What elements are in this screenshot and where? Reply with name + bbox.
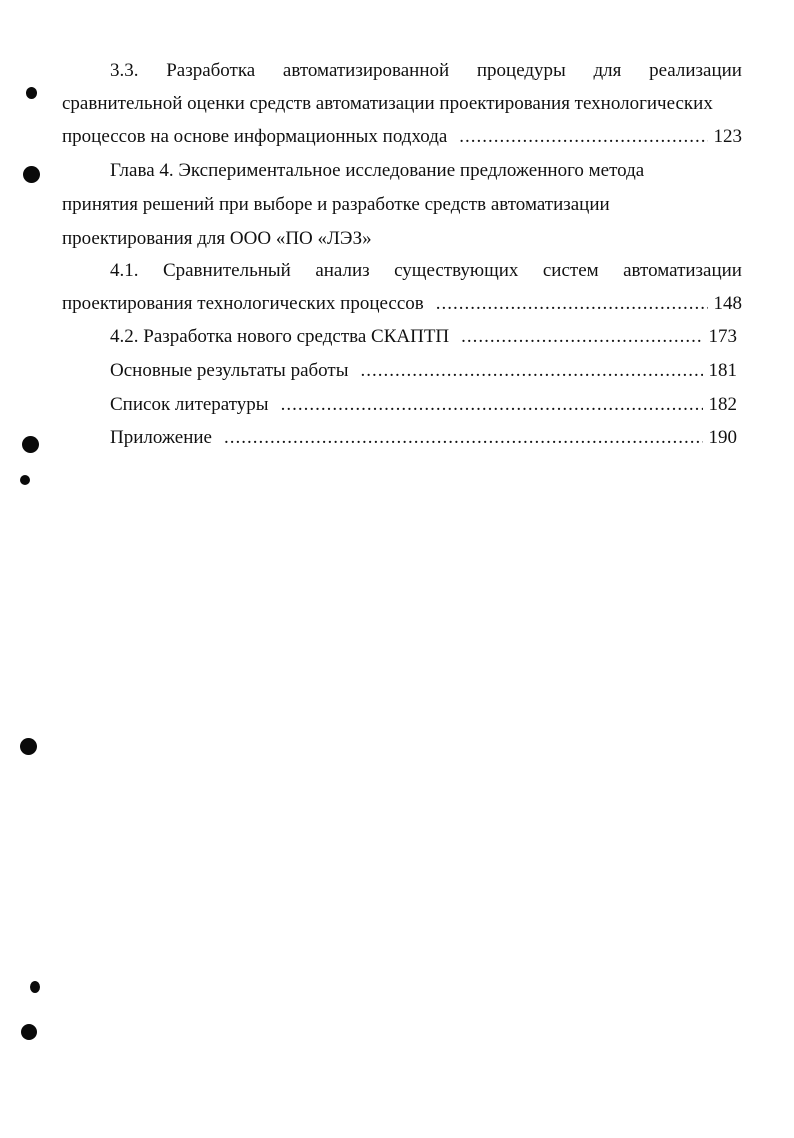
punch-hole <box>23 166 40 183</box>
page-number: 123 <box>713 126 742 147</box>
toc-entry-appendix <box>110 425 737 451</box>
punch-hole <box>22 436 39 453</box>
punch-hole <box>30 981 40 993</box>
punch-hole <box>26 87 37 99</box>
entry-text: Список литературы <box>110 394 269 415</box>
toc-entry-4-1-line1 <box>110 258 742 284</box>
page-number: 173 <box>708 326 737 347</box>
toc-entry-3-3-line3 <box>62 124 742 150</box>
word: существующих <box>394 260 519 281</box>
dot-leader <box>461 324 702 350</box>
dot-leader <box>436 291 708 317</box>
page-number: 190 <box>708 427 737 448</box>
toc-entry-4-2 <box>110 324 737 350</box>
word: автоматизированной <box>282 60 450 81</box>
punch-hole <box>20 738 37 755</box>
toc-entry-results <box>110 358 737 384</box>
word: анализ <box>315 260 370 281</box>
entry-text: процессов на основе информационных подхода <box>62 126 448 147</box>
punch-hole <box>20 475 30 485</box>
entry-text: проектирования технологических процессов <box>62 293 424 314</box>
word: реализации <box>649 60 742 81</box>
page-number: 181 <box>708 360 737 381</box>
toc-chapter-4-line2: принятия решений при выборе и разработке средств автоматизации <box>62 194 610 215</box>
toc-entry-4-1-line2 <box>62 291 742 317</box>
word: 4.1. <box>110 260 139 281</box>
entry-text: Приложение <box>110 427 212 448</box>
entry-text: Основные результаты работы <box>110 360 349 381</box>
page-number: 148 <box>713 293 742 314</box>
word: Сравнительный <box>162 260 291 281</box>
toc-chapter-4-line1: Глава 4. Экспериментальное исследование предложенного метода <box>110 160 645 181</box>
toc-entry-3-3-line2: сравнительной оценки средств автоматизации проектирования технологических <box>62 93 713 114</box>
entry-text: 4.2. Разработка нового средства СКАПТП <box>110 326 450 347</box>
toc-entry-3-3-line1 <box>110 58 742 84</box>
word: для <box>593 60 622 81</box>
word: автоматизации <box>623 260 742 281</box>
dot-leader <box>459 124 707 150</box>
toc-chapter-4-line3: проектирования для ООО «ПО «ЛЭЗ» <box>62 228 372 249</box>
page-number: 182 <box>708 394 737 415</box>
toc-entry-references <box>110 392 737 418</box>
word: 3.3. <box>110 60 139 81</box>
dot-leader <box>281 392 703 418</box>
word: Разработка <box>166 60 256 81</box>
punch-hole <box>21 1024 37 1040</box>
dot-leader <box>224 425 703 451</box>
word: систем <box>542 260 599 281</box>
dot-leader <box>360 358 702 384</box>
word: процедуры <box>476 60 566 81</box>
